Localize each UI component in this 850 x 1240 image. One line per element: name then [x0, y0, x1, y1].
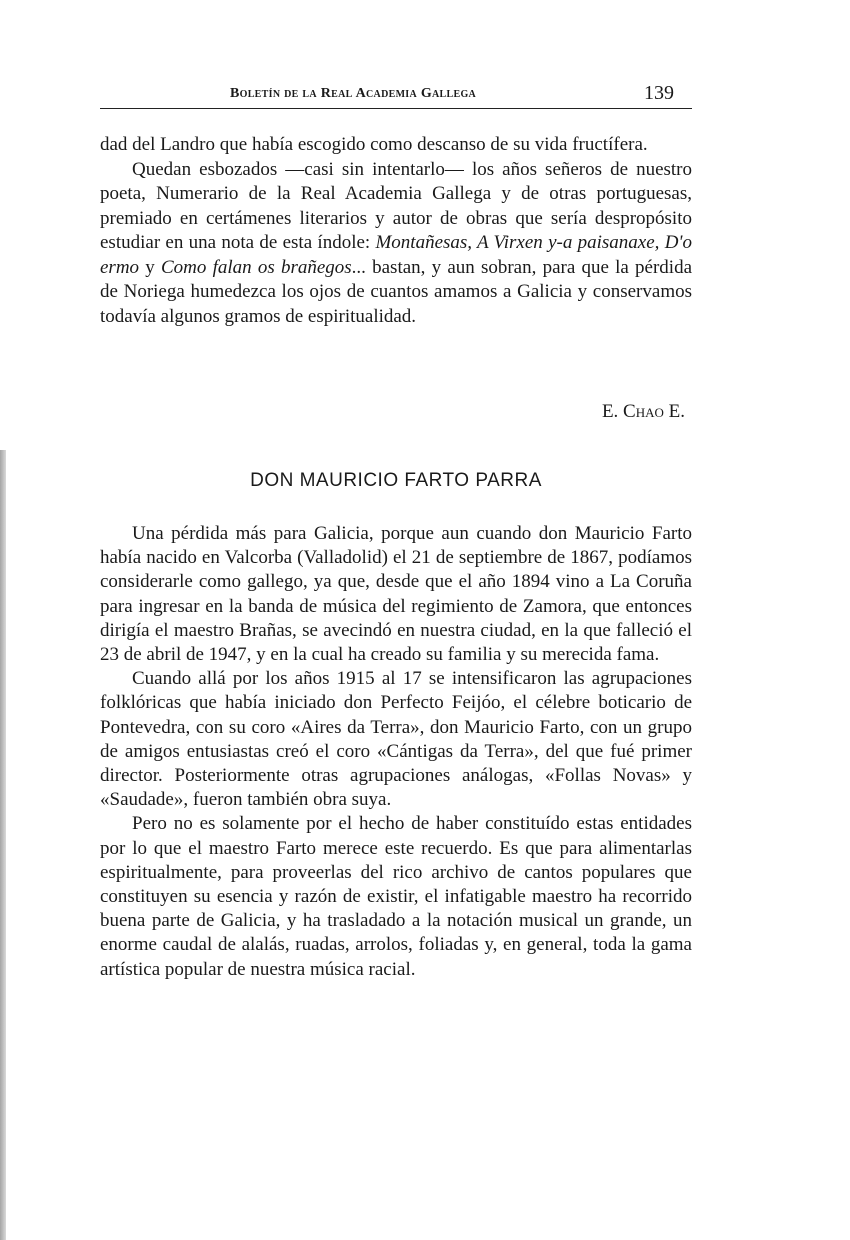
paragraph-legacy: Pero no es solamente por el hecho de haber constituído estas entidades por lo que el maestro Farto merece este recuerdo. Es que para alimentarlas espiritualmente, para proveerlas del rico archivo de cantos populares que constituyen su esencia y razón de existir, el infatigable maestro ha recorrido buena parte de Galicia, y ha trasladado a la notación musical un grande, un enorme caudal de alalás, ruadas, arrolos, foliadas y, en general, toda la gama artística popular de nuestra música racial. [100, 813, 692, 980]
paragraph-choirs: Cuando allá por los años 1915 al 17 se intensificaron las agrupaciones folklóricas que había iniciado don Perfecto Feijóo, el célebre boticario de Pontevedra, con su coro «Aires da Terra», don Mauricio Farto, con un grupo de amigos entusiastas creó el coro «Cántigas da Terra», del que fué primer director. Posteriormente otras agrupaciones análogas, «Follas Novas» y «Saudade», fueron también obra suya. [100, 668, 692, 811]
scan-edge-shadow [0, 450, 6, 1240]
previous-article-ending [100, 133, 692, 329]
page-number: 139 [644, 82, 674, 104]
paragraph-continuation: dad del Landro que había escogido como descanso de su vida fructífera. [100, 134, 648, 155]
paragraph-intro: Una pérdida más para Galicia, porque aun cuando don Mauricio Farto había nacido en Valcorba (Valladolid) el 21 de septiembre de 1867, podíamos considerarle como gallego, ya que, desde que el año 1894 vino a La Coruña para ingresar en la banda de música del regimiento de Zamora, que entonces dirigía el maestro Brañas, se avecindó en nuestra ciudad, en la que falleció el 23 de abril de 1947, y en la cual ha creado su familia y su merecida fama. [100, 523, 692, 666]
work-titles-italic: Montañesas, A Virxen y-a paisanaxe, D'o ermo [100, 232, 692, 278]
work-title-italic: Como falan os brañegos [160, 256, 352, 278]
paragraph-noriega-works: Quedan esbozados —casi sin intentarlo— los años señeros de nuestro poeta, Numerario de la Real Academia Gallega y de otras portuguesas, premiado en certámenes literarios y autor de obras que sería despropósito estudiar en una nota de esta índole: Montañesas, A Virxen y-a paisanaxe, D'o ermo y Como falan os brañegos... bastan, y aun sobran, para que la pérdida de Noriega humedezca los ojos de cuantos amamos a Galicia y conservamos todavía algunos gramos de espiritualidad. [100, 158, 693, 327]
obituary-article-body [100, 522, 692, 982]
running-title: Boletín de la Real Academia Gallega [230, 86, 477, 101]
running-header [100, 78, 692, 109]
article-title: DON MAURICIO FARTO PARRA [250, 470, 542, 491]
author-signature: E. Chao E. [601, 401, 685, 422]
